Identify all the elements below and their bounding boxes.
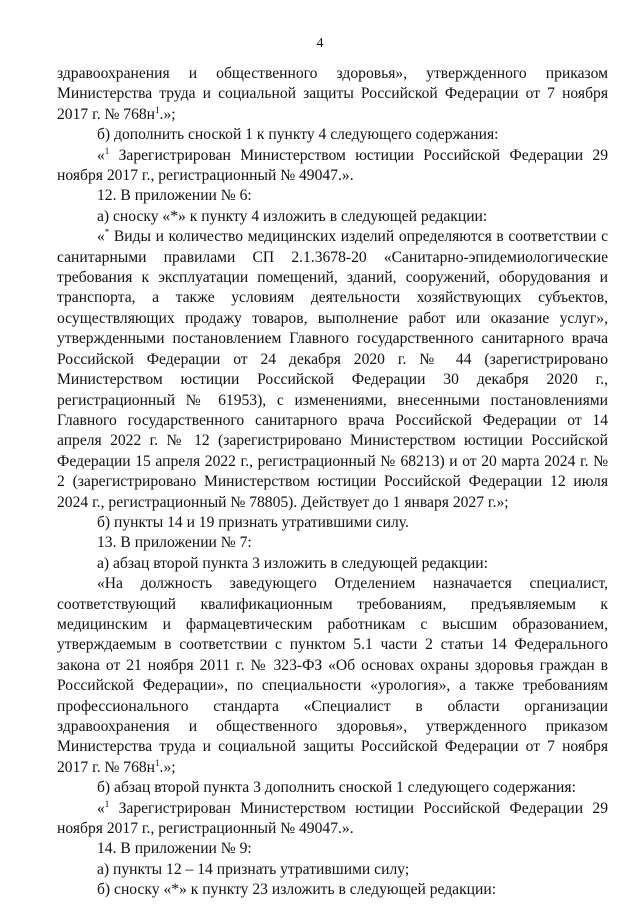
paragraph: б) абзац второй пункта 3 дополнить сноской 1 следующего содержания: <box>97 779 576 797</box>
paragraph: 12. В приложении № 6: <box>97 187 252 205</box>
page-number: 4 <box>316 36 324 51</box>
paragraph <box>57 574 608 778</box>
paragraph-text: «На должность заведующего Отделением назначается специалист, соответствующий квалификационным требованиям, предъявляемым к медицинским и фармацевтическим работникам с высшим образованием, утверждаемым в соответствии с пунктом 5.1 части 2 статьи 14 Федерального закона от 21 ноября 2011 г. № 323-ФЗ «Об основах охраны здоровья граждан в Российской Федерации», по специальности «урология», а также требованиям профессионального стандарта «Специалист в области организации здравоохранения и общественного здоровья», утвержденного приказом Министерства труда и социальной защиты Российской Федерации от 7 ноября 2017 г. № $768н^1$.»; <box>57 575 608 776</box>
paragraph <box>57 227 608 513</box>
paragraph: б) дополнить сноской 1 к пункту 4 следующего содержания: <box>97 126 499 144</box>
paragraph: 14. В приложении № 9: <box>97 840 252 858</box>
paragraph: 13. В приложении № 7: <box>97 534 252 552</box>
paragraph-text: «$^1$ Зарегистрирован Министерством юстиции Российской Федерации 29 ноября 2017 г., регистрационный № 49047.». <box>57 798 608 838</box>
paragraph-text: «$^1$ Зарегистрирован Министерством юстиции Российской Федерации 29 ноября 2017 г., регистрационный № 49047.». <box>57 145 608 185</box>
paragraph: а) абзац второй пункта 3 изложить в следующей редакции: <box>97 554 488 572</box>
paragraph-text: здравоохранения и общественного здоровья», утвержденного приказом Министерства труда и социальной защиты Российской Федерации от 7 ноября 2017 г. № $768н^1$.»; <box>57 65 608 123</box>
paragraph <box>57 799 608 840</box>
paragraph: б) сноску «*» к пункту 23 изложить в следующей редакции: <box>97 881 497 899</box>
paragraph <box>57 64 608 125</box>
paragraph-text: «* Виды и количество медицинских изделий определяются в соответствии с санитарными правилами СП 2.1.3678-20 «Санитарно-эпидемиологические требования к эксплуатации помещений, зданий, сооружений, оборудования и транспорта, а также условиям деятельности хозяйствующих субъектов, осуществляющих продажу товаров, выполнение работ или оказание услуг», утвержденными постановлением Главного государственного санитарного врача Российской Федерации от 24 декабря 2020 г. № 44 (зарегистрировано Министерством юстиции Российской Федерации 30 декабря 2020 г., регистрационный № 61953), с изменениями, внесенными постановлениями Главного государственного санитарного врача Российской Федерации от 14 апреля 2022 г. № 12 (зарегистрировано Министерством юстиции Российской Федерации 15 апреля 2022 г., регистрационный № 68213) и от 20 марта 2024 г. № 2 (зарегистрировано Министерством юстиции Российской Федерации 12 июля 2024 г., регистрационный № 78805). Действует до 1 января 2027 г.»; <box>57 227 608 511</box>
paragraph: а) пункты 12 – 14 признать утратившими силу; <box>97 860 410 878</box>
paragraph <box>57 146 608 187</box>
paragraph: б) пункты 14 и 19 признать утратившими силу. <box>97 513 409 531</box>
paragraph: а) сноску «*» к пункту 4 изложить в следующей редакции: <box>97 207 488 225</box>
document-body <box>57 64 608 901</box>
